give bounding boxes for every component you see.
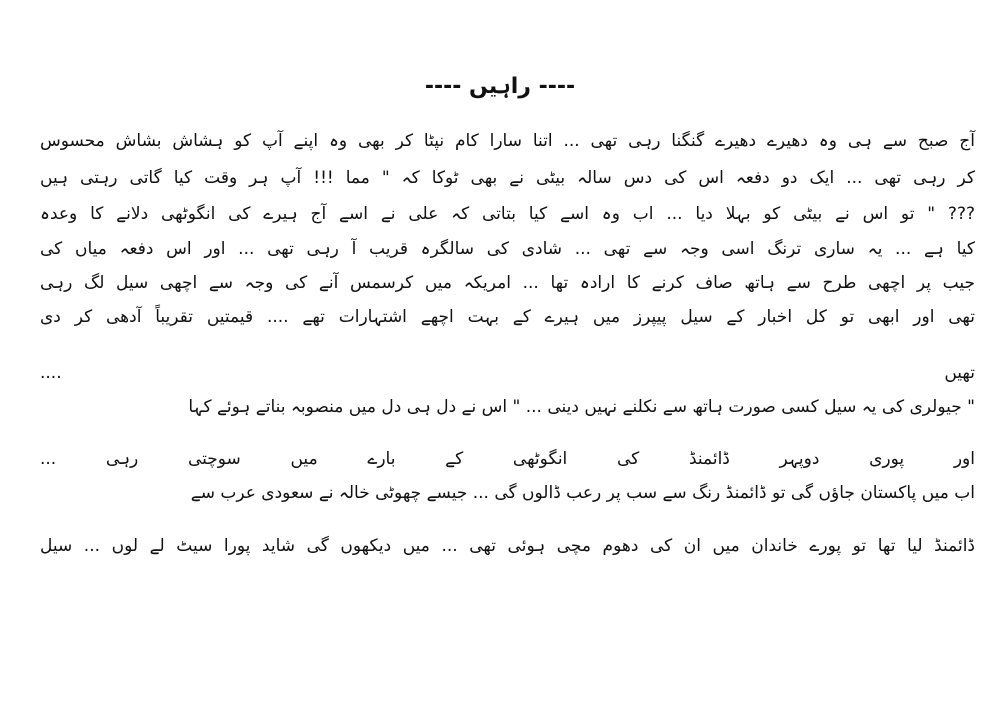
text-line-6: تھی اور ابھی تو کل اخبار کے سیل پیپرز میں ہیرے کے بہت اچھے اشتہارات تھے .... قیمتیں تقریباً آدھی کر دی: [40, 307, 975, 327]
text-line-3: ??? " تو اس نے بیٹی کو بہلا دیا ... اب وہ اسے کیا بتاتی کہ علی نے اسے آج ہیرے کی انگوٹھی دلانے کا وعدہ: [40, 204, 975, 224]
text-line-5: جیب پر اچھی طرح سے ہاتھ صاف کرنے کا ارادہ تھا ... امریکہ میں کرسمس آنے کی وجہ سے اچھی سیل لگ رہی: [40, 273, 975, 293]
text-line-10: اب میں پاکستان جاؤں گی تو ڈائمنڈ رنگ سے سب پر رعب ڈالوں گی ... جیسے چھوٹی خالہ نے سعودی عرب سے: [190, 483, 975, 503]
text-line-4: کیا ہے ... یہ ساری ترنگ اسی وجہ سے تھی ... شادی کی سالگرہ قریب آ رہی تھی ... اور اس دفعہ میاں کی: [40, 239, 975, 259]
text-line-9: اور پوری دوپہر ڈائمنڈ کی انگوٹھی کے بارے میں سوچتی رہی ...: [40, 449, 975, 469]
text-line-1: آج صبح سے ہی وہ دھیرے دھیرے گنگنا رہی تھی ... اتنا سارا کام نپٹا کر بھی وہ اپنے آپ کو ہشاش بشاش محسوس: [40, 131, 975, 151]
text-line-8: " جیولری کی یہ سیل کسی صورت ہاتھ سے نکلنے نہیں دینی ... " اس نے دل ہی دل میں منصوبہ بناتے ہوئے کہا: [188, 397, 975, 417]
text-line-7: تھیں ....: [40, 363, 975, 383]
document-title: ---- راہیں ----: [424, 74, 576, 99]
text-line-11: ڈائمنڈ لیا تھا تو پورے خاندان میں ان کی دھوم مچی ہوئی تھی ... میں دیکھوں گی شاید پورا سیٹ لے لوں ... سیل: [40, 536, 975, 556]
text-line-2: کر رہی تھی ... ایک دو دفعہ اس کی دس سالہ بیٹی نے بھی ٹوکا کہ " مما !!! آپ ہر وقت کیا گاتی رہتی ہیں: [40, 168, 975, 188]
